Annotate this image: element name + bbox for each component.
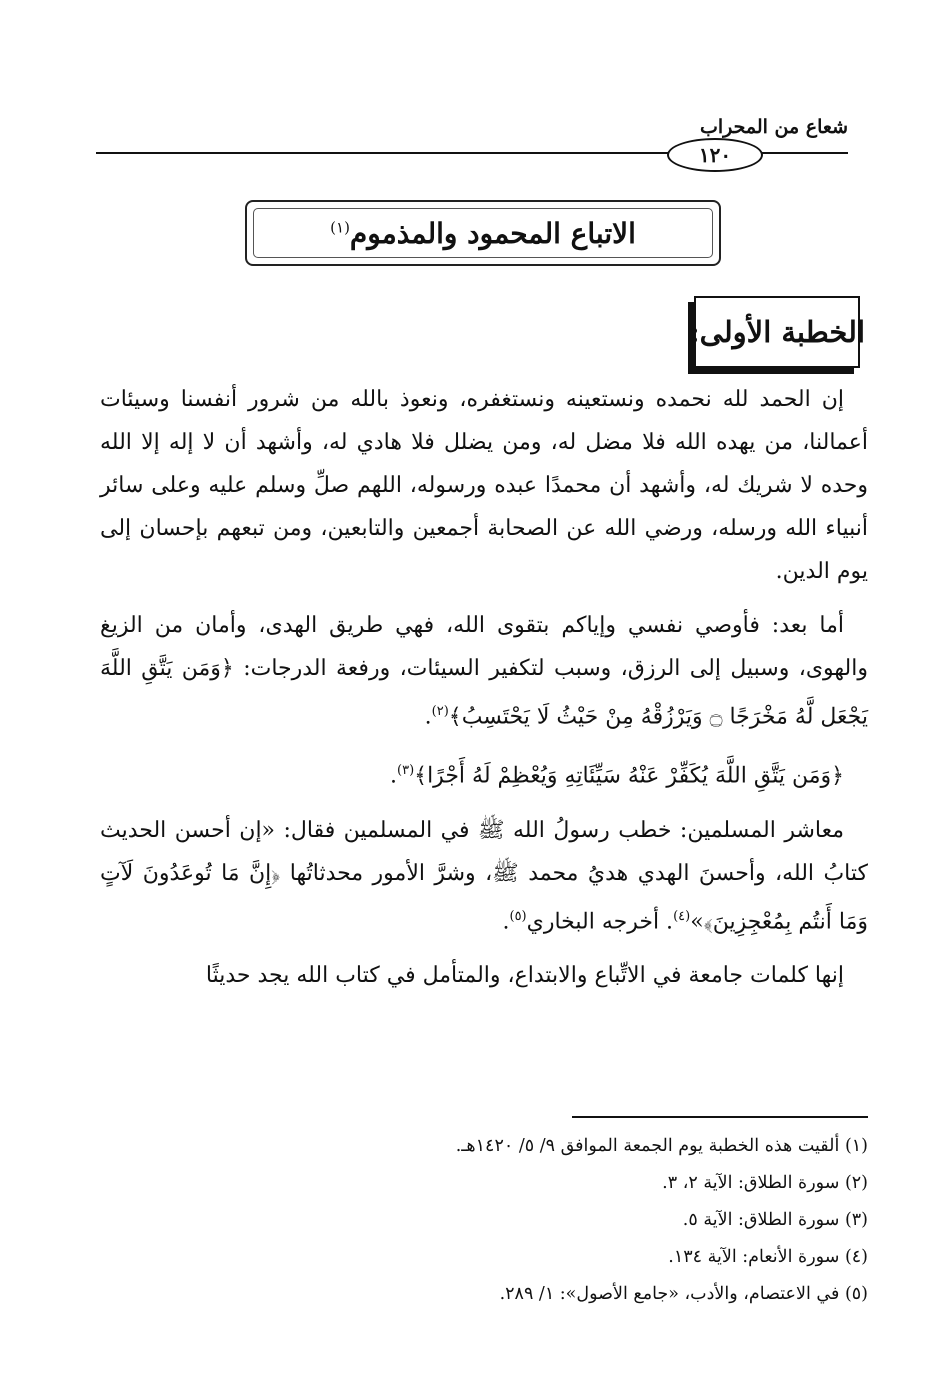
footnote-ref: (٢)	[431, 704, 449, 719]
page-number: ١٢٠	[667, 138, 763, 172]
paragraph-verse	[100, 749, 868, 797]
footnote-ref: (٣)	[397, 763, 415, 779]
footnote-item	[100, 1165, 868, 1202]
paragraph-hadith	[100, 809, 868, 943]
footnote-item	[100, 1128, 868, 1165]
footnote-ref: (٥)	[509, 908, 527, 924]
paragraph-text: إن الحمد لله نحمده ونستعينه ونستغفره، ونعوذ بالله من شرور أنفسنا وسيئات أعمالنا، من يهده الله فلا مضل له، ومن يضلل فلا هادي له، وأشهد أن لا إله إلا الله وحده لا شريك له، وأشهد أن محمدًا عبده ورسوله، اللهم صلِّ وسلم عليه وعلى سائر أنبياء الله ورسله، ورضي الله عن الصحابة أجمعين والتابعين، ومن تبعهم بإحسان إلى يوم الدين.	[100, 387, 868, 584]
paragraph-closing	[100, 954, 868, 997]
paragraph-text: إنها كلمات جامعة في الاتِّباع والابتداع، والمتأمل في كتاب الله يجد حديثًا	[205, 962, 844, 988]
paragraph-end: .	[390, 763, 398, 789]
chapter-title-text: الاتباع المحمود والمذموم	[349, 216, 636, 250]
footnote-text: ألقيت هذه الخطبة يوم الجمعة الموافق ٩/ ٥/ ١٤٢٠هـ.	[455, 1136, 840, 1156]
footnote-item	[100, 1239, 868, 1276]
body-text	[100, 378, 868, 1008]
footnote-item	[100, 1276, 868, 1313]
footnote-separator	[572, 1116, 868, 1118]
page-header	[96, 100, 848, 170]
footnote-text: سورة الطلاق: الآية ٢، ٣.	[662, 1173, 840, 1193]
paragraph-end: .	[502, 908, 510, 934]
section-heading: الخطبة الأولى:	[688, 315, 866, 349]
book-title: شعاع من المحراب	[699, 116, 848, 138]
chapter-title	[330, 217, 636, 250]
paragraph-end: . أخرجه البخاري	[526, 908, 674, 934]
footnote-number: (١)	[844, 1136, 868, 1156]
footnote-number: (٣)	[844, 1210, 868, 1230]
chapter-title-frame	[245, 200, 721, 266]
paragraph-text: معاشر المسلمين: خطب رسولُ الله ﷺ في المسلمين فقال: «إن أحسن الحديث كتابُ الله، وأحسنَ الهدي هديُ محمد ﷺ، وشرَّ الأمور محدثاتُها ﴿إِنَّ مَا تُوعَدُونَ لَآتٍ وَمَا أَنتُم بِمُعْجِزِينَ﴾»	[100, 817, 868, 934]
footnote-number: (٢)	[844, 1173, 868, 1193]
footnotes-list	[100, 1128, 868, 1313]
footnote-text: سورة الطلاق: الآية ٥.	[682, 1210, 840, 1230]
section-heading-box	[688, 296, 866, 368]
paragraph-taqwa-advice	[100, 604, 868, 738]
footnote-number: (٤)	[844, 1247, 868, 1267]
paragraph-opening-praise	[100, 378, 868, 593]
paragraph-text: ﴿وَمَن يَتَّقِ اللَّهَ يُكَفِّرْ عَنْهُ سَيِّئَاتِهِ وَيُعْظِمْ لَهُ أَجْرًا﴾	[414, 763, 844, 789]
chapter-title-footnote-ref: (١)	[330, 218, 350, 237]
paragraph-text: أما بعد: فأوصي نفسي وإياكم بتقوى الله، فهي طريق الهدى، وأمان من الزيغ والهوى، وسبيل إلى الرزق، وسبب لتكفير السيئات، ورفعة الدرجات: ﴿وَمَن يَتَّقِ اللَّهَ يَجْعَل لَّهُ مَخْرَجًا ۝ وَيَرْزُقْهُ مِنْ حَيْثُ لَا يَحْتَسِبُ﴾	[100, 613, 868, 730]
footnote-text: في الاعتصام، والأدب، «جامع الأصول»: ١/ ٢٨٩.	[499, 1284, 840, 1304]
footnote-number: (٥)	[844, 1284, 868, 1304]
paragraph-end: .	[424, 704, 432, 730]
footnote-ref: (٤)	[673, 908, 691, 924]
footnote-text: سورة الأنعام: الآية ١٣٤.	[668, 1247, 840, 1267]
footnote-item	[100, 1202, 868, 1239]
